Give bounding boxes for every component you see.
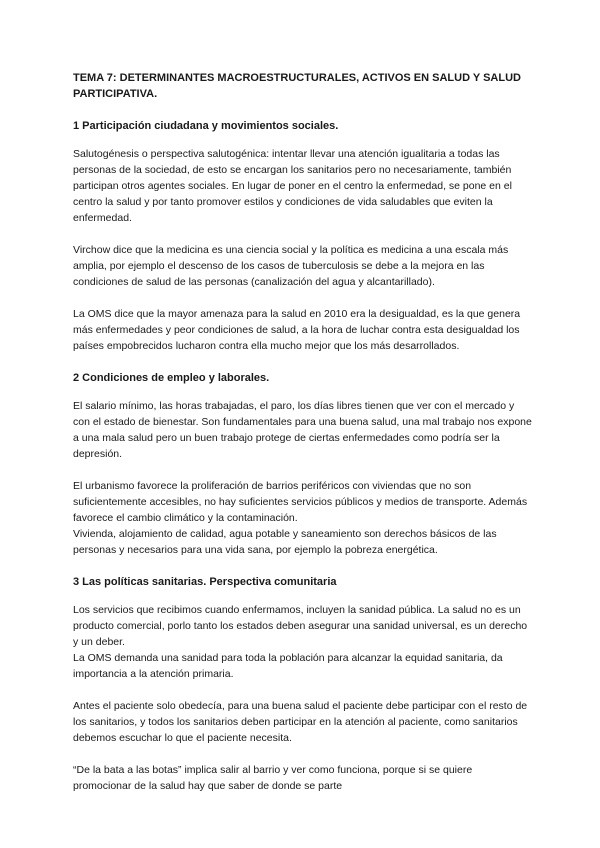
section-3-paragraph-2: La OMS demanda una sanidad para toda la población para alcanzar la equidad sanitaria, da importancia a la atención primaria. [73,652,503,680]
section-heading-2: 2 Condiciones de empleo y laborales. [73,372,270,384]
document-title: TEMA 7: DETERMINANTES MACROESTRUCTURALES, ACTIVOS EN SALUD Y SALUD PARTICIPATIVA. [73,72,521,100]
section-3-paragraph-3: Antes el paciente solo obedecía, para una buena salud el paciente debe participar con el resto de los sanitarios, y todos los sanitarios deben participar en la atención al paciente, como sanitarios debemos escuchar lo que el paciente necesita. [73,700,528,744]
section-heading-1: 1 Participación ciudadana y movimientos sociales. [73,120,339,132]
section-2-paragraph-2: El urbanismo favorece la proliferación de barrios periféricos con viviendas que no son suficientemente accesibles, no hay suficientes servicios públicos y medios de transporte. Además favorece el cambio climático y la contaminación. [73,480,528,524]
section-1-paragraph-1: Salutogénesis o perspectiva salutogénica: intentar llevar una atención igualitaria a todas las personas de la sociedad, de esto se encargan los sanitarios pero no necesariamente, también participan otros agentes sociales. En lugar de poner en el centro la enfermedad, se pone en el centro la salud y por tanto promover estilos y condiciones de vida saludables que eviten la enfermedad. [73,148,512,224]
section-3-paragraph-4: “De la bata a las botas” implica salir al barrio y ver como funciona, porque si se quiere promocionar de la salud hay que saber de donde se parte [73,764,473,792]
section-1-paragraph-3: La OMS dice que la mayor amenaza para la salud en 2010 era la desigualdad, es la que genera más enfermedades y peor condiciones de salud, a la hora de luchar contra esta desigualdad los países empobrecidos lucharon contra ella mucho mejor que los más desarrollados. [73,308,521,352]
section-1-paragraph-2: Virchow dice que la medicina es una ciencia social y la política es medicina a una escala más amplia, por ejemplo el descenso de los casos de tuberculosis se debe a la mejora en las condiciones de salud de las personas (canalización del agua y alcantarillado). [73,244,509,288]
document-page [73,70,533,810]
section-2-paragraph-3: Vivienda, alojamiento de calidad, agua potable y saneamiento son derechos básicos de las personas y necesarios para una vida sana, por ejemplo la pobreza energética. [73,528,497,556]
section-2-paragraph-1: El salario mínimo, las horas trabajadas, el paro, los días libres tienen que ver con el mercado y con el estado de bienestar. Son fundamentales para una buena salud, una mal trabajo nos expone a una mala salud pero un buen trabajo protege de ciertas enfermedades como podría ser la depresión. [73,400,532,460]
section-heading-3: 3 Las políticas sanitarias. Perspectiva comunitaria [73,576,337,588]
section-3-paragraph-1: Los servicios que recibimos cuando enfermamos, incluyen la sanidad pública. La salud no es un producto comercial, porlo tanto los estados deben asegurar una sanidad universal, es un derecho y un deber. [73,604,528,648]
